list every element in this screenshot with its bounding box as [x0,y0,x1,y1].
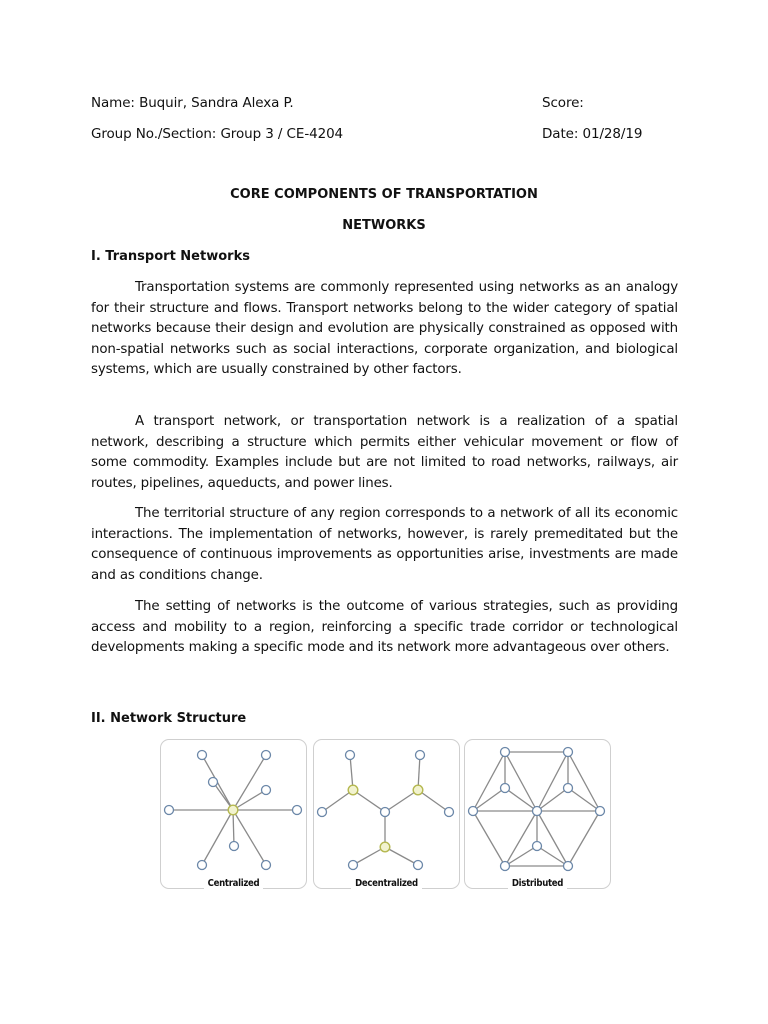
network-node [416,751,425,760]
hub-node [413,785,423,795]
network-node [165,806,174,815]
decentralized-network-diagram [313,739,460,889]
network-node [501,862,510,871]
hub-node [228,805,238,815]
section-heading-network-structure: II. Network Structure [91,711,247,726]
network-node [198,861,207,870]
network-node [501,748,510,757]
centralized-network-diagram [160,739,307,889]
network-node [293,806,302,815]
group-section: Group No./Section: Group 3 / CE-4204 [91,126,344,142]
document-title-line1: CORE COMPONENTS OF TRANSPORTATION [230,187,538,202]
network-node [564,748,573,757]
network-node [445,808,454,817]
paragraph: The territorial structure of any region corresponds to a network of all its economic interactions. The implementation of networks, however, is rarely premeditated but the consequence of continuous improvements as opportunities arise, investments are made and as conditions change. [91,506,678,583]
network-node [564,784,573,793]
paragraph: The setting of networks is the outcome of various strategies, such as providing access and mobility to a region, reinforcing a specific trade corridor or technological developments making a specific mode and its network more advantageous over others. [91,599,678,656]
student-name: Name: Buquir, Sandra Alexa P. [91,95,294,111]
hub-node [348,785,358,795]
network-node [346,751,355,760]
network-node [501,784,510,793]
diagram-label-decentralized: Decentralized [351,878,422,889]
network-node [381,808,390,817]
network-node [564,862,573,871]
network-node [349,861,358,870]
date-label: Date: 01/28/19 [542,126,643,142]
hub-node [380,842,390,852]
diagram-label-centralized: Centralized [204,878,264,889]
paragraph: A transport network, or transportation network is a realization of a spatial network, describing a structure which permits either vehicular movement or flow of some commodity. Examples include but are not limited to road networks, railways, air routes, pipelines, aqueducts, and power lines. [91,414,678,491]
network-node [533,807,542,816]
network-node [469,807,478,816]
score-label: Score: [542,95,584,111]
network-node [230,842,239,851]
diagram-label-distributed: Distributed [508,878,567,889]
document-title-line2: NETWORKS [342,218,426,233]
network-node [262,786,271,795]
distributed-network-diagram [464,739,611,889]
network-node [596,807,605,816]
network-node [318,808,327,817]
section-heading-transport-networks: I. Transport Networks [91,249,250,264]
network-node [209,778,218,787]
network-node [533,842,542,851]
network-node [198,751,207,760]
network-node [262,751,271,760]
paragraph: Transportation systems are commonly represented using networks as an analogy for their structure and flows. Transport networks belong to the wider category of spatial networks because their design and evolution are physically constrained as opposed with non-spatial networks such as social interactions, corporate organization, and biological systems, which are usually constrained by other factors. [91,280,678,378]
network-node [262,861,271,870]
network-node [414,861,423,870]
